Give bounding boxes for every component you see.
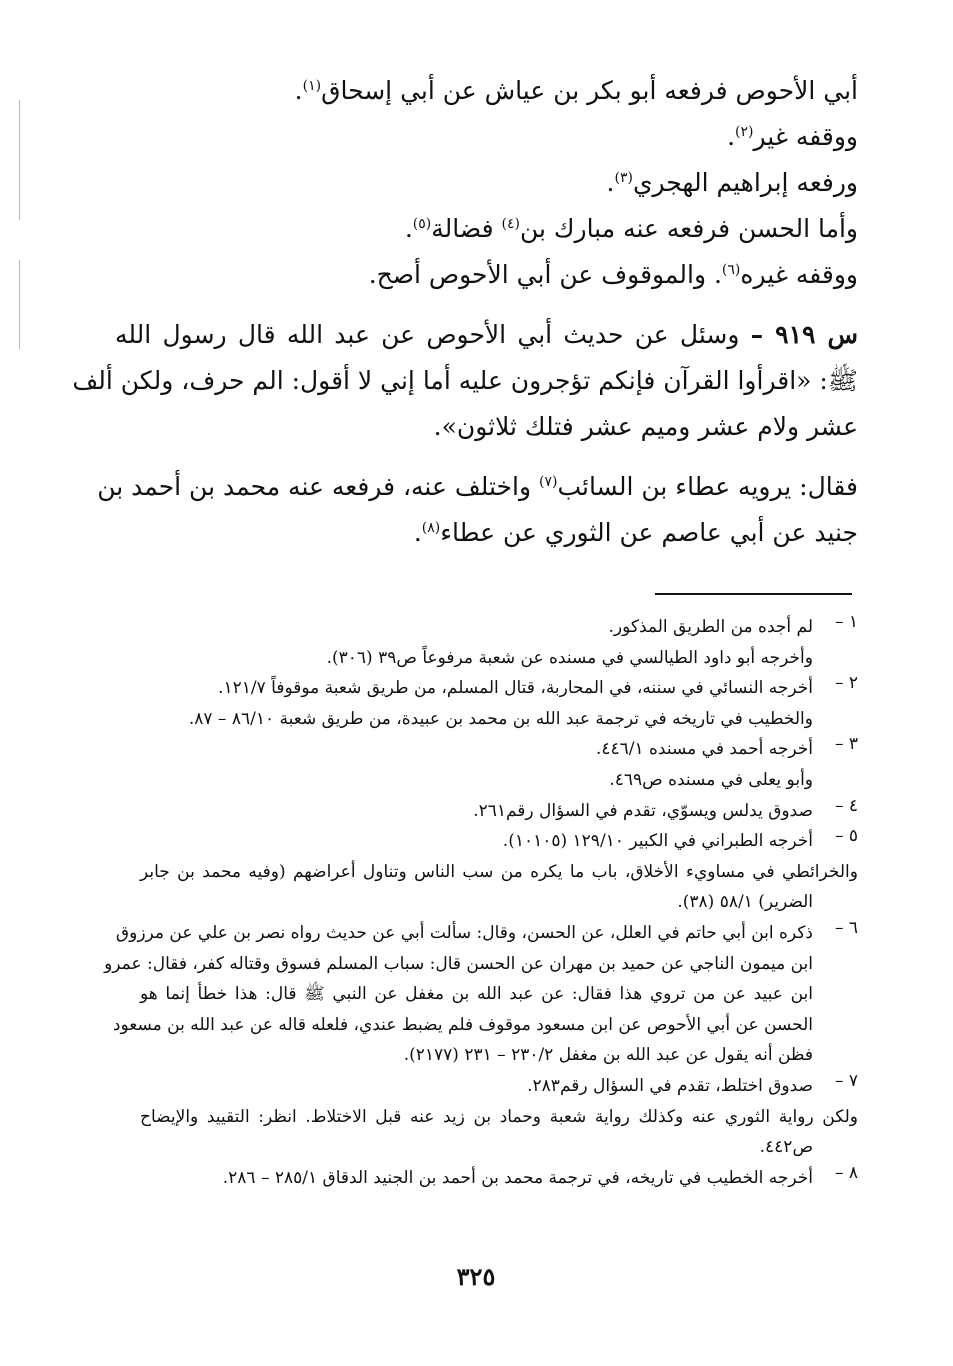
footnote-number: ٦ – (834, 917, 858, 938)
footnote-2 (140, 673, 858, 734)
footnote-5 (140, 826, 858, 918)
text-line-1: أبي الأحوص فرفعه أبو بكر بن عياش عن أبي إسحاق$^{(١)}$. (294, 76, 858, 105)
footnote-number: ٤ – (834, 795, 858, 816)
footnote-line: الضرير) ٥٨/١ (٣٨). (677, 892, 813, 913)
page-number: ٣٢٥ (456, 1262, 496, 1291)
footnote-line: والخطيب في تاريخه في ترجمة عبد الله بن محمد بن عبيدة، من طريق شعبة ٨٦/١٠ – ٨٧. (188, 708, 813, 729)
text-line-4: وأما الحسن فرفعه عنه مبارك بن$^{(٤)}$ فضالة$^{(٥)}$. (404, 214, 858, 243)
question-line-1: س ٩١٩ – وسئل عن حديث أبي الأحوص عن عبد الله قال رسول الله (115, 320, 858, 349)
footnote-line: ولكن رواية الثوري عنه وكذلك رواية شعبة وحماد بن زيد عنه قبل الاختلاط. انظر: التقييد والإيضاح (140, 1106, 858, 1127)
footnote-8 (140, 1163, 858, 1194)
footnote-line: أخرجه الطبراني في الكبير ١٢٩/١٠ (١٠١٠٥). (502, 831, 813, 852)
text-line-5: ووقفه غيره$^{(٦)}$. والموقوف عن أبي الأحوص أصح. (368, 260, 858, 289)
footnote-ref-2[interactable]: (٢) (735, 124, 754, 140)
footnote-number: ١ – (834, 612, 858, 632)
footnote-number: ٣ – (834, 734, 858, 755)
footnote-number: ٧ – (834, 1070, 858, 1091)
answer-line-2: جنيد عن أبي عاصم عن الثوري عن عطاء$^{(٨)}$. (413, 518, 858, 547)
question-line-2: ﷺ: «اقرأوا القرآن فإنكم تؤجرون عليه أما إني لا أقول: الم حرف، ولكن ألف (72, 366, 858, 395)
footnote-line: والخرائطي في مساويء الأخلاق، باب ما يكره من سب الناس وتناول أعراضهم (وفيه محمد بن جابر (140, 861, 858, 882)
footnote-ref-5[interactable]: (٥) (412, 216, 432, 232)
footnotes (104, 612, 858, 1193)
footnote-line: ابن عبيد عن من تروي هذا فقال: عن عبد الله بن مغفل عن النبي ﷺ قال: هذا خطأ إنما هو (140, 984, 813, 1005)
footnote-line: أخرجه النسائي في سننه، في المحاربة، قتال المسلم، من طريق شعبة موقوفاً ١٢١/٧. (218, 678, 813, 699)
answer-line-1: فقال: يرويه عطاء بن السائب$^{(٧)}$ واختلف عنه، فرفعه عنه محمد بن أحمد بن (97, 472, 858, 501)
main-text (72, 68, 858, 556)
footnote-ref-3[interactable]: (٣) (614, 170, 633, 186)
footnote-ref-7[interactable]: (٧) (538, 474, 558, 490)
footnote-3 (140, 734, 858, 795)
question-label: س ٩١٩ – (750, 320, 858, 349)
footnote-line: صدوق يدلس ويسوّي، تقدم في السؤال رقم٢٦١. (473, 800, 813, 821)
text-line-3: ورفعه إبراهيم الهجري$^{(٣)}$. (606, 168, 858, 197)
footnote-line: أخرجه الخطيب في تاريخه، في ترجمة محمد بن أحمد بن الجنيد الدقاق ٢٨٥/١ – ٢٨٦. (222, 1167, 813, 1188)
footnote-line: صدوق اختلط، تقدم في السؤال رقم٢٨٣. (527, 1075, 813, 1096)
footnote-line: ص٤٤٢. (759, 1137, 813, 1158)
footnote-line: لم أجده من الطريق المذكور. (608, 617, 813, 637)
footnote-number: ٥ – (834, 826, 858, 847)
footnote-divider (655, 593, 852, 595)
scan-margin-line (19, 260, 20, 350)
footnote-line: وأخرجه أبو داود الطيالسي في مسنده عن شعبة مرفوعاً ص٣٩ (٣٠٦). (326, 647, 813, 668)
footnote-6 (104, 917, 858, 1071)
footnote-ref-1[interactable]: (١) (302, 78, 322, 94)
footnote-line: وأبو يعلى في مسنده ص٤٦٩. (609, 769, 813, 790)
footnote-number: ٢ – (834, 673, 858, 694)
footnote-1 (140, 612, 858, 673)
footnote-line: ذكره ابن أبي حاتم في العلل، عن الحسن، وقال: سألت أبي عن حديث رواه نصر بن علي عن مرزوق (115, 922, 813, 943)
footnote-7 (140, 1071, 858, 1163)
text-line-2: ووقفه غير$^{(٢)}$. (727, 122, 858, 151)
footnote-number: ٨ – (834, 1162, 858, 1183)
question-line-3: عشر ولام عشر وميم عشر فتلك ثلاثون». (433, 412, 858, 441)
footnote-line: أخرجه أحمد في مسنده ٤٤٦/١. (595, 739, 813, 760)
footnote-ref-8[interactable]: (٨) (421, 520, 441, 536)
footnote-ref-4[interactable]: (٤) (501, 216, 520, 232)
footnote-line: فظن أنه يقول عن عبد الله بن مغفل ٢٣٠/٢ – ٢٣١ (٢١٧٧). (403, 1045, 813, 1066)
scan-margin-line (19, 100, 20, 220)
footnote-4 (140, 796, 858, 827)
footnote-line: الحسن عن أبي الأحوص عن ابن مسعود موقوف فلم يضبط عندي، فلعله قاله عن عبد الله بن مسعود (112, 1014, 813, 1035)
footnote-ref-6[interactable]: (٦) (721, 262, 741, 278)
footnote-line: ابن ميمون الناجي عن حميد بن مهران عن الحسن قال: سباب المسلم فسوق وقتاله كفر، فقال: عمرو (104, 953, 813, 974)
